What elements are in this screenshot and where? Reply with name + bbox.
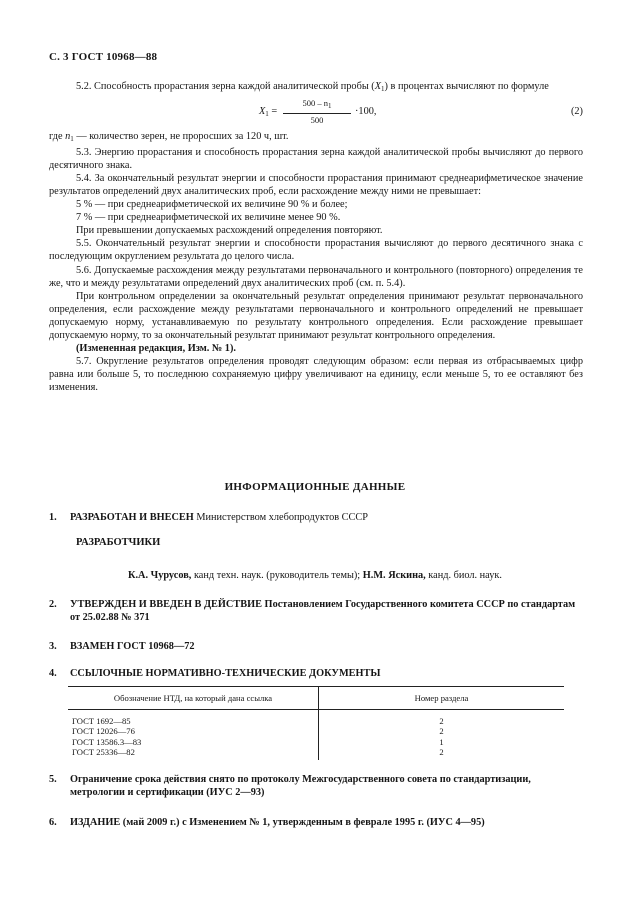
- section-5-4: 5.4. За окончательный результат энергии и способности прорастания принимают среднеарифметическое значение результатов определений двух аналитических проб, если расхождение между ними не превышает:: [49, 173, 583, 198]
- table-cell-document: ГОСТ 13586.3—83: [68, 737, 319, 747]
- formula-left-subscript: 1: [265, 110, 269, 119]
- info-item-2-bold: УТВЕРЖДЕН И ВВЕДЕН В ДЕЙСТВИЕ: [70, 599, 262, 610]
- info-item-3: [49, 640, 583, 653]
- info-item-2: [49, 598, 583, 624]
- table-row: [68, 747, 564, 760]
- info-item-5-text: Ограничение срока действия снято по протоколу Межгосударственного совета по стандартизации, метрологии и сертификации (ИУС 2—93): [70, 774, 531, 798]
- page-header: С. 3 ГОСТ 10968—88: [49, 51, 158, 63]
- reference-table-header: [68, 687, 564, 710]
- info-item-2-number: 2.: [49, 599, 57, 610]
- formula-left: [259, 105, 277, 121]
- formula-multiplier: ·100,: [355, 106, 377, 118]
- where-clause: [49, 130, 583, 146]
- reference-table-col-document: Обозначение НТД, на который дана ссылка: [68, 687, 319, 710]
- variable-x: X: [374, 81, 382, 92]
- info-item-5-number: 5.: [49, 774, 57, 785]
- amendment-note: (Измененная редакция, Изм. № 1).: [76, 342, 236, 354]
- formula-numerator-text: 500 – n: [302, 98, 328, 109]
- table-row: [68, 710, 564, 727]
- developer-2-name: Н.М. Яскина,: [362, 570, 426, 581]
- info-item-6-bold: ИЗДАНИЕ: [70, 817, 121, 828]
- reference-table-col-section: Номер раздела: [319, 687, 565, 710]
- table-cell-document: ГОСТ 1692—85: [68, 710, 319, 727]
- section-5-6-control: При контрольном определении за окончательный результат определения принимают результат первоначального определения, если расхождение между результатами первоначального и контрольного определений не превышает допускаемую норму, устанавливаемую по результату контрольного определения. Если расхождение превышает допускаемую норму, то за окончательный результат принимают результат контрольного определения.: [49, 290, 583, 341]
- formula-numerator: [283, 97, 351, 114]
- table-cell-section: 1: [439, 736, 444, 747]
- info-item-6-rest: (май 2009 г.) с Изменением № 1, утвержденным в феврале 1995 г. (ИУС 4—95): [120, 817, 485, 828]
- where-variable-subscript: 1: [70, 135, 74, 144]
- info-item-1-bold: РАЗРАБОТАН И ВНЕСЕН: [70, 512, 194, 523]
- info-item-6-number: 6.: [49, 817, 57, 828]
- section-5-6: 5.6. Допускаемые расхождения между результатами первоначального и контрольного (повторного) определения те же, что и между результатами определений двух аналитических проб (см. п. 5.4).: [49, 264, 583, 289]
- developer-2-info: канд. биол. наук.: [425, 570, 502, 581]
- info-item-1-rest: Министерством хлебопродуктов СССР: [193, 512, 369, 523]
- formula-fraction: [283, 97, 351, 126]
- section-5-2-text: 5.2. Способность прорастания зерна каждой аналитической пробы (: [76, 81, 375, 92]
- info-item-4: [49, 667, 583, 680]
- info-item-3-text: ВЗАМЕН ГОСТ 10968—72: [70, 641, 195, 652]
- info-item-1: [49, 511, 583, 524]
- table-row: [68, 737, 564, 747]
- info-item-6: [49, 816, 583, 829]
- where-variable: n: [65, 131, 71, 143]
- formula-equals: =: [268, 106, 278, 118]
- where-end: — количество зерен, не проросших за 120 ч, шт.: [73, 131, 289, 143]
- info-item-2-rest: Постановлением Государственного комитета СССР по стандартам от 25.02.88 № 371: [70, 599, 576, 623]
- section-5-4-note: При превышении допускаемых расхождений определения повторяют.: [76, 225, 383, 237]
- table-cell-document: ГОСТ 12026—76: [68, 726, 319, 736]
- variable-x-subscript: 1: [381, 85, 385, 93]
- section-5-4-item-b: 7 % — при среднеарифметической их величине менее 90 %.: [76, 212, 341, 224]
- section-5-2-text-end: ) в процентах вычисляют по формуле: [384, 81, 549, 92]
- table-cell-document: ГОСТ 25336—82: [68, 747, 319, 760]
- table-cell-section: 2: [439, 716, 444, 726]
- developers-list: [0, 570, 630, 581]
- formula: [49, 96, 583, 130]
- where-start: где: [49, 131, 66, 143]
- info-item-5: [49, 773, 583, 799]
- info-item-4-number: 4.: [49, 668, 57, 679]
- info-item-4-text: ССЫЛОЧНЫЕ НОРМАТИВНО-ТЕХНИЧЕСКИЕ ДОКУМЕНТЫ: [70, 668, 381, 679]
- section-5-3: 5.3. Энергию прорастания и способность прорастания зерна каждой аналитической пробы вычисляют до первого десятичного знака.: [49, 147, 583, 172]
- formula-numerator-subscript: 1: [328, 102, 332, 111]
- info-item-1-number: 1.: [49, 512, 57, 523]
- info-title: ИНФОРМАЦИОННЫЕ ДАННЫЕ: [224, 481, 406, 493]
- section-5-7: 5.7. Округление результатов определения проводят следующим образом: если первая из отбрасываемых цифр равна или больше 5, то последнюю сохраняемую цифру увеличивают на единицу, если меньше 5, то ее оставляют без изменения.: [49, 355, 583, 393]
- section-5-4-item-a: 5 % — при среднеарифметической их величине 90 % и более;: [76, 199, 348, 211]
- section-5-5: 5.5. Окончательный результат энергии и способности прорастания вычисляют до первого десятичного знака с последующим округлением результата до целого числа.: [49, 238, 583, 263]
- formula-left-var: X: [259, 106, 266, 118]
- info-item-3-number: 3.: [49, 641, 57, 652]
- reference-table: [68, 686, 564, 760]
- main-text: [49, 80, 583, 394]
- table-cell-section: 2: [439, 726, 444, 737]
- formula-denominator: 500: [310, 115, 324, 126]
- formula-number: (2): [570, 106, 583, 118]
- section-5-2: [49, 80, 583, 96]
- developers-heading: РАЗРАБОТЧИКИ: [76, 537, 161, 548]
- table-cell-section: 2: [439, 746, 444, 757]
- developer-1-info: канд техн. наук. (руководитель темы);: [191, 570, 363, 581]
- developer-1-name: К.А. Чурусов,: [128, 570, 192, 581]
- table-row: [68, 726, 564, 736]
